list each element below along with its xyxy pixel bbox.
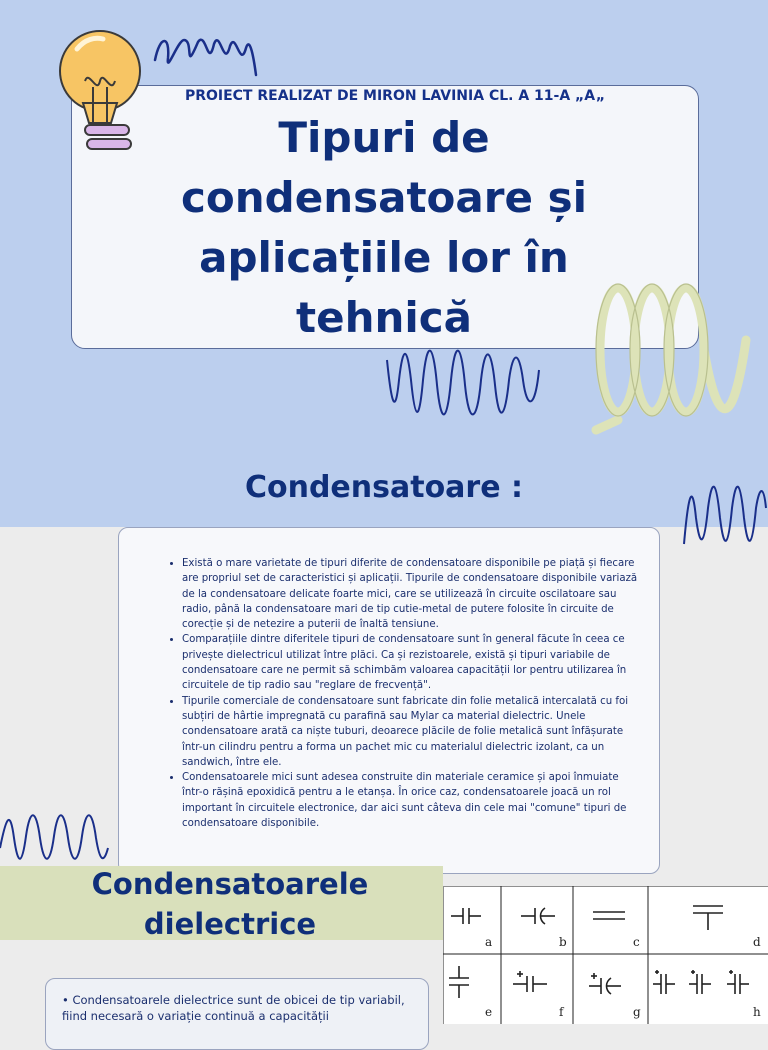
wave-decoration (385, 340, 555, 430)
dielectric-title-line-2: dielectrice (143, 907, 317, 941)
symbol-label-g: g (633, 1005, 641, 1019)
title-line-3: aplicațiile lor în (199, 233, 569, 282)
wave-decoration-right (680, 478, 768, 550)
section-title: Condensatoare : (244, 470, 524, 505)
bullet-list (160, 556, 642, 831)
capacitor-symbol-h (653, 970, 749, 994)
symbol-label-a: a (485, 935, 493, 949)
symbol-label-d: d (753, 935, 761, 949)
title-line-4: tehnică (296, 293, 472, 342)
capacitor-symbols-table (443, 886, 768, 1024)
symbol-label-e: e (485, 1005, 493, 1019)
capacitor-symbol-c (593, 912, 625, 919)
list-item: • Comparațiile dintre diferitele tipuri de condensatoare sunt în general făcute în ceea ce privește dielectricul utilizat între plăci. Ca și rezistoarele, există și tipuri variabile de condensatoare care ne permit să schimbăm valoarea capacității lor pentru utilizarea în circuitele de tip radio sau "reglare de frecvență". (182, 632, 642, 693)
title-line-1: Tipuri de (278, 113, 490, 162)
page-title (110, 108, 658, 348)
dielectric-section-title (40, 864, 420, 944)
list-item: • Condensatoarele dielectrice sunt de obicei de tip variabil, fiind necesară o variație continuă a capacității (62, 993, 405, 1023)
capacitor-symbol-b (521, 908, 555, 924)
symbol-label-h: h (753, 1005, 761, 1019)
list-item: • Există o mare varietate de tipuri diferite de condensatoare disponibile pe piață și fiecare are propriul set de caracteristici și aplicații. Tipurile de condensatoare disponibile variază de la condensatoare delicate foarte mici, care se utilizează în circuite oscilatoare sau radio, până la condensatoare mari de tip cutie-metal de putere folosite în circuite de corecție și de netezire a puterii de înaltă tensiune. (182, 556, 642, 632)
capacitor-symbol-f (513, 971, 547, 992)
spring-coil-decoration (588, 280, 758, 435)
title-line-2: condensatoare și (181, 173, 587, 222)
dielectric-bullet-list (62, 992, 412, 1024)
project-author-subtitle: PROIECT REALIZAT DE MIRON LAVINIA CL. A 11-A „A„ (184, 88, 606, 104)
squiggle-decoration (150, 30, 260, 90)
capacitor-symbol-e (449, 966, 469, 998)
capacitor-symbol-d (693, 906, 723, 930)
list-item: • Tipurile comerciale de condensatoare sunt fabricate din folie metalică intercalată cu foi subțiri de hârtie impregnată cu parafină sau Mylar ca material dielectric. Unele condensatoare arată ca niște tuburi, deoarece plăcile de folie metalică sunt înfășurate într-un cilindru pentru a forma un pachet mic cu materialul dielectric izolant, ca un sandwich, între ele. (182, 694, 642, 770)
dielectric-title-line-1: Condensatoarele (91, 867, 369, 901)
capacitor-symbol-g (589, 973, 621, 994)
symbol-label-f: f (559, 1005, 564, 1019)
symbol-label-b: b (559, 935, 567, 949)
capacitor-symbol-a (451, 908, 481, 924)
wave-decoration-left (0, 808, 110, 868)
list-item: • Condensatoarele mici sunt adesea construite din materiale ceramice și apoi înmuiate într-o rășină epoxidică pentru a le etanșa. În orice caz, condensatoarele joacă un rol important în circuitele electronice, dar aici sunt câteva din cele mai "comune" tipuri de condensatoare disponibile. (182, 770, 642, 831)
symbol-label-c: c (633, 935, 640, 949)
